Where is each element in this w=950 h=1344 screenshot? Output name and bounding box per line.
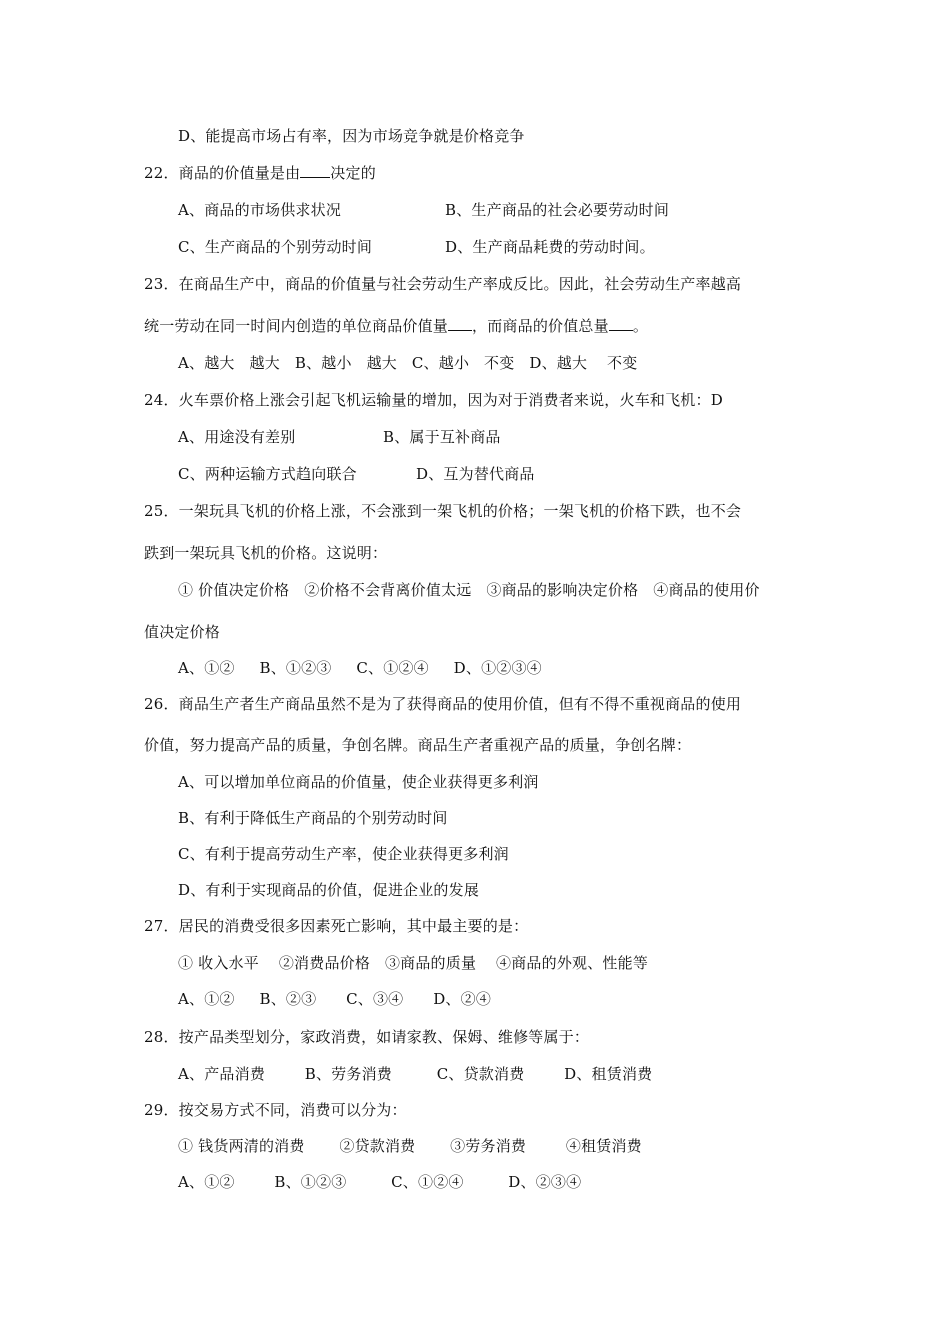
answer-blank [448, 316, 472, 331]
question-26-line-1: 26．商品生产者生产商品虽然不是为了获得商品的使用价值，但有不得不重视商品的使用 [144, 695, 742, 713]
question-26-option-a: A、可以增加单位商品的价值量，使企业获得更多利润 [178, 773, 539, 791]
question-25-line-2: 跌到一架玩具飞机的价格。这说明： [144, 544, 388, 562]
question-24-option-c: C、两种运输方式趋向联合 [178, 465, 357, 483]
question-22-option-d: D、生产商品耗费的劳动时间。 [445, 238, 655, 256]
question-24-options-row-2 [178, 464, 878, 484]
question-23-line-2 [144, 316, 648, 336]
question-22-option-c: C、生产商品的个别劳动时间 [178, 238, 373, 256]
question-24-option-a: A、用途没有差别 [178, 428, 296, 446]
question-25-statements: ① 价值决定价格 ②价格不会背离价值太远 ③商品的影响决定价格 ④商品的使用价 [178, 581, 760, 599]
question-24-option-d: D、互为替代商品 [416, 465, 535, 483]
question-26-option-c: C、有利于提高劳动生产率，使企业获得更多利润 [178, 845, 509, 863]
answer-blank [300, 163, 330, 178]
question-22-options-row-2 [178, 237, 878, 257]
question-23-text-b: ，而商品的价值总量 [472, 317, 609, 335]
question-27-options: A、①② B、②③ C、③④ D、②④ [178, 990, 492, 1008]
question-28-stem: 28．按产品类型划分，家政消费，如请家教、保姆、维修等属于： [144, 1028, 590, 1046]
question-22 [144, 163, 376, 183]
question-29-stem: 29．按交易方式不同，消费可以分为： [144, 1101, 407, 1119]
question-24-option-b: B、属于互补商品 [383, 428, 501, 446]
question-23-options: A、越大 越大 B、越小 越大 C、越小 不变 D、越大 不变 [178, 354, 638, 372]
q21-option-d: D、能提高市场占有率，因为市场竞争就是价格竞争 [178, 127, 525, 145]
question-22-options-row-1 [178, 200, 878, 220]
question-22-stem-end: 决定的 [330, 164, 376, 182]
question-24-stem: 24．火车票价格上涨会引起飞机运输量的增加，因为对于消费者来说，火车和飞机：D [144, 391, 723, 409]
question-23-text-a: 统一劳动在同一时间内创造的单位商品价值量 [144, 317, 449, 335]
question-24-options-row-1 [178, 427, 878, 447]
question-27-stem: 27．居民的消费受很多因素死亡影响，其中最主要的是： [144, 917, 529, 935]
question-22-option-a: A、商品的市场供求状况 [178, 201, 342, 219]
answer-blank [609, 316, 633, 331]
question-25-options: A、①② B、①②③ C、①②④ D、①②③④ [178, 659, 542, 677]
question-26-option-b: B、有利于降低生产商品的个别劳动时间 [178, 809, 448, 827]
question-22-stem: 22．商品的价值量是由 [144, 164, 301, 182]
question-29-statements: ① 钱货两清的消费 ②贷款消费 ③劳务消费 ④租赁消费 [178, 1137, 642, 1155]
question-25-statements-cont: 值决定价格 [144, 623, 221, 641]
question-26-option-d: D、有利于实现商品的价值，促进企业的发展 [178, 881, 480, 899]
question-23-text-c: 。 [632, 317, 649, 335]
question-23-line-1: 23．在商品生产中，商品的价值量与社会劳动生产率成反比。因此，社会劳动生产率越高 [144, 275, 742, 293]
question-29-options: A、①② B、①②③ C、①②④ D、②③④ [178, 1173, 582, 1191]
question-28-options: A、产品消费 B、劳务消费 C、贷款消费 D、租赁消费 [178, 1065, 653, 1083]
question-22-option-b: B、生产商品的社会必要劳动时间 [445, 201, 670, 219]
question-25-line-1: 25．一架玩具飞机的价格上涨，不会涨到一架飞机的价格；一架飞机的价格下跌，也不会 [144, 502, 742, 520]
question-27-statements: ① 收入水平 ②消费品价格 ③商品的质量 ④商品的外观、性能等 [178, 954, 649, 972]
question-26-line-2: 价值，努力提高产品的质量，争创名牌。商品生产者重视产品的质量，争创名牌： [144, 736, 692, 754]
